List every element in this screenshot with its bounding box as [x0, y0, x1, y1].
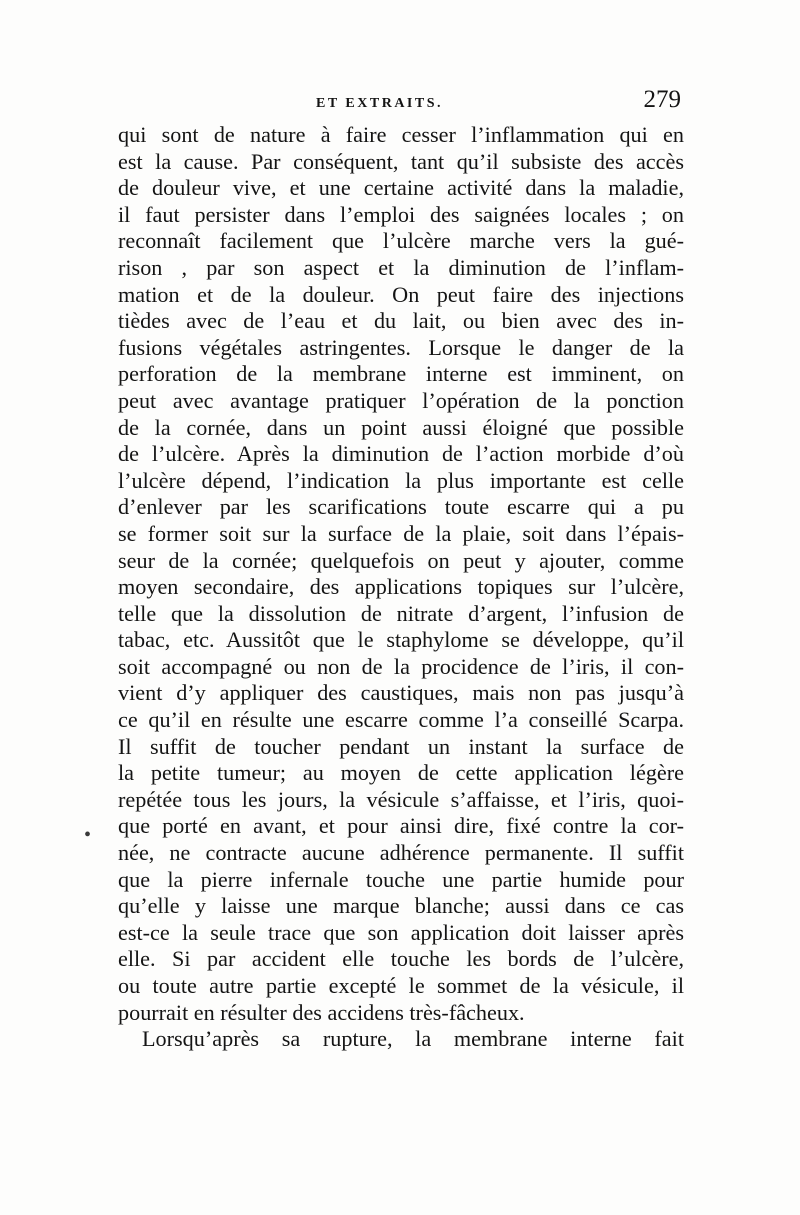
text-line: est-ce la seule trace que son application doit laisser après	[118, 919, 684, 945]
running-title: ET EXTRAITS.	[316, 96, 444, 111]
text-line: l’ulcère dépend, l’indication la plus importante est celle	[118, 467, 684, 493]
text-line: fusions végétales astringentes. Lorsque le danger de la	[118, 334, 684, 360]
text-line: de la cornée, dans un point aussi éloigné que possible	[118, 414, 684, 440]
text-line: elle. Si par accident elle touche les bords de l’ulcère,	[118, 946, 684, 972]
text-line: vient d’y appliquer des caustiques, mais non pas jusqu’à	[118, 680, 684, 706]
text-line: d’enlever par les scarifications toute escarre qui a pu	[118, 494, 684, 520]
margin-mark: •	[84, 824, 92, 846]
text-line: que la pierre infernale touche une partie humide pour	[118, 866, 684, 892]
text-line: soit accompagné ou non de la procidence de l’iris, il con-	[118, 653, 684, 679]
text-line: moyen secondaire, des applications topiques sur l’ulcère,	[118, 574, 684, 600]
running-head	[120, 86, 685, 120]
text-line: Il suffit de toucher pendant un instant la surface de	[118, 733, 684, 759]
text-line: est la cause. Par conséquent, tant qu’il subsiste des accès	[118, 148, 684, 174]
text-line: il faut persister dans l’emploi des saignées locales ; on	[118, 201, 684, 227]
page-number: 279	[643, 86, 681, 113]
text-line: ce qu’il en résulte une escarre comme l’a conseillé Scarpa.	[118, 707, 684, 733]
text-line: qu’elle y laisse une marque blanche; aussi dans ce cas	[118, 893, 684, 919]
text-line: peut avec avantage pratiquer l’opération de la ponction	[118, 387, 684, 413]
text-line: tabac, etc. Aussitôt que le staphylome se développe, qu’il	[118, 627, 684, 653]
text-line: ou toute autre partie excepté le sommet de la vésicule, il	[118, 973, 684, 998]
text-line: de douleur vive, et une certaine activité dans la maladie,	[118, 175, 684, 201]
text-line: reconnaît facilement que l’ulcère marche vers la gué-	[118, 228, 684, 254]
text-line: seur de la cornée; quelquefois on peut y ajouter, comme	[118, 547, 684, 573]
text-line: Lorsqu’après sa rupture, la membrane interne fait	[142, 1026, 684, 1052]
text-line: repétée tous les jours, la vésicule s’affaisse, et l’iris, quoi-	[118, 786, 684, 812]
text-line: la petite tumeur; au moyen de cette application légère	[118, 760, 684, 786]
text-line: mation et de la douleur. On peut faire des injections	[118, 281, 684, 307]
text-line: perforation de la membrane interne est imminent, on	[118, 361, 684, 387]
text-line: de l’ulcère. Après la diminution de l’action morbide d’où	[118, 441, 684, 467]
text-line: rison , par son aspect et la diminution de l’inflam-	[118, 254, 684, 280]
body-text	[118, 122, 684, 1053]
text-line: pourrait en résulter des accidens très-fâcheux.	[118, 999, 525, 1025]
text-line: née, ne contracte aucune adhérence permanente. Il suffit	[118, 840, 684, 866]
text-line: telle que la dissolution de nitrate d’argent, l’infusion de	[118, 600, 684, 626]
text-line: tièdes avec de l’eau et du lait, ou bien avec des in-	[118, 308, 684, 334]
text-line: se former soit sur la surface de la plaie, soit dans l’épais-	[118, 520, 684, 546]
text-line: qui sont de nature à faire cesser l’inflammation qui en	[118, 122, 684, 147]
text-line: que porté en avant, et pour ainsi dire, fixé contre la cor-	[118, 813, 684, 839]
